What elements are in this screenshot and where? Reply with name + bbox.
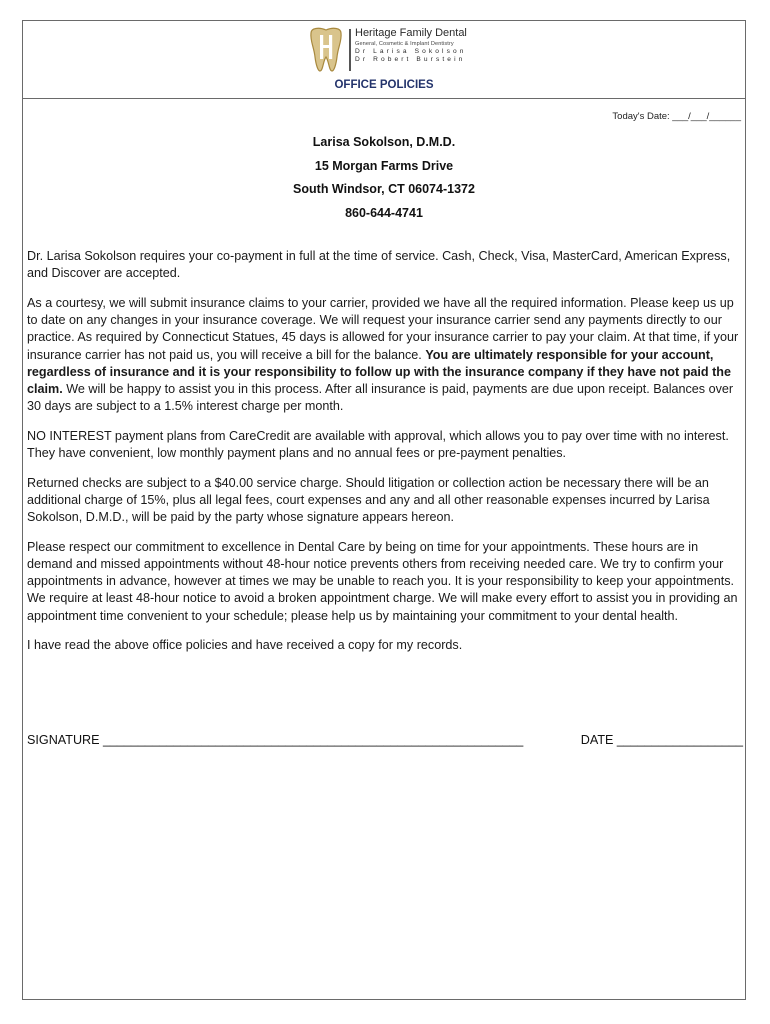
logo-tagline: General, Cosmetic & Implant Dentistry: [355, 41, 454, 47]
logo-text: [355, 27, 485, 63]
city-state-zip: South Windsor, CT 06074-1372: [293, 182, 475, 196]
carecredit-paragraph: NO INTEREST payment plans from CareCredit are available with approval, which allows you to pay over time with no interest. They have convenient, low monthly payment plans and no annual fees or pre-payment penalties.: [27, 428, 729, 461]
returned-checks-paragraph: Returned checks are subject to a $40.00 service charge. Should litigation or collection action be necessary there will be an additional charge of 15%, plus all legal fees, court expenses and any and all other reasonable expenses incurred by Larisa Sokolson, D.M.D., will be paid by the party whose signature appears hereon.: [27, 475, 710, 525]
practice-address: [23, 131, 745, 225]
signature-row: [27, 733, 743, 747]
appointments-paragraph: Please respect our commitment to excellence in Dental Care by being on time for your appointments. These hours are in demand and missed appointments without 48-hour notice prevents others from receiving needed care. We try to confirm your appointments in advance, however at times we may be unable to reach you. It is your responsibility to keep your appointments. We require at least 48-hour notice to avoid a broken appointment charge. We will make every effort to assist you in providing an appointment time convenient to your schedule; please help us by maintaining your commitment to your dental health.: [27, 539, 738, 623]
insurance-text: As a courtesy, we will submit insurance claims to your carrier, provided we have all the required information. Please keep us up to date on any changes in your insurance coverage. We will request your insurance carrier send any payments directly to our practice. As required by Connecticut Statues, 45 days is allowed for your insurance carrier to pay your claim. At that time, if your insurance carrier has not paid us, you will receive a bill for the balance.: [27, 295, 739, 362]
acknowledgement-paragraph: I have read the above office policies and have received a copy for my records.: [27, 638, 463, 653]
phone-number: 860-644-4741: [345, 205, 423, 220]
logo-practice-name: Heritage Family Dental: [355, 27, 467, 39]
policy-form-frame: [22, 20, 746, 1000]
street-address: 15 Morgan Farms Drive: [314, 158, 454, 173]
practice-logo: [307, 27, 477, 75]
responsibility-bold-text: You are ultimately responsible for your account, regardless of insurance and it is your responsibility to follow up with the insurance company if they have not paid the claim.: [27, 347, 731, 396]
todays-date-field[interactable]: Today's Date: ___/___/______: [612, 111, 741, 122]
page-title: OFFICE POLICIES: [334, 79, 434, 91]
doctor-name: Larisa Sokolson, D.M.D.: [312, 135, 456, 149]
payment-paragraph: Dr. Larisa Sokolson requires your co-payment in full at the time of service. Cash, Check, Visa, MasterCard, American Express, and Discover are accepted.: [27, 249, 731, 281]
tooth-logo-icon: [307, 27, 345, 73]
signature-field[interactable]: SIGNATURE ____________________________________________________________: [27, 733, 524, 747]
date-field[interactable]: DATE __________________: [580, 733, 743, 747]
policy-body: [27, 248, 743, 667]
insurance-text-end: We will be happy to assist you in this process. After all insurance is paid, payments are due upon receipt. Balances over 30 days are subject to a 1.5% interest charge per month.: [27, 381, 734, 414]
insurance-paragraph: [27, 295, 743, 415]
header: [23, 21, 745, 99]
logo-doctor-1: Dr Larisa Sokolson: [355, 48, 467, 55]
logo-divider: [349, 29, 351, 71]
logo-doctor-2: Dr Robert Burstein: [355, 55, 466, 63]
